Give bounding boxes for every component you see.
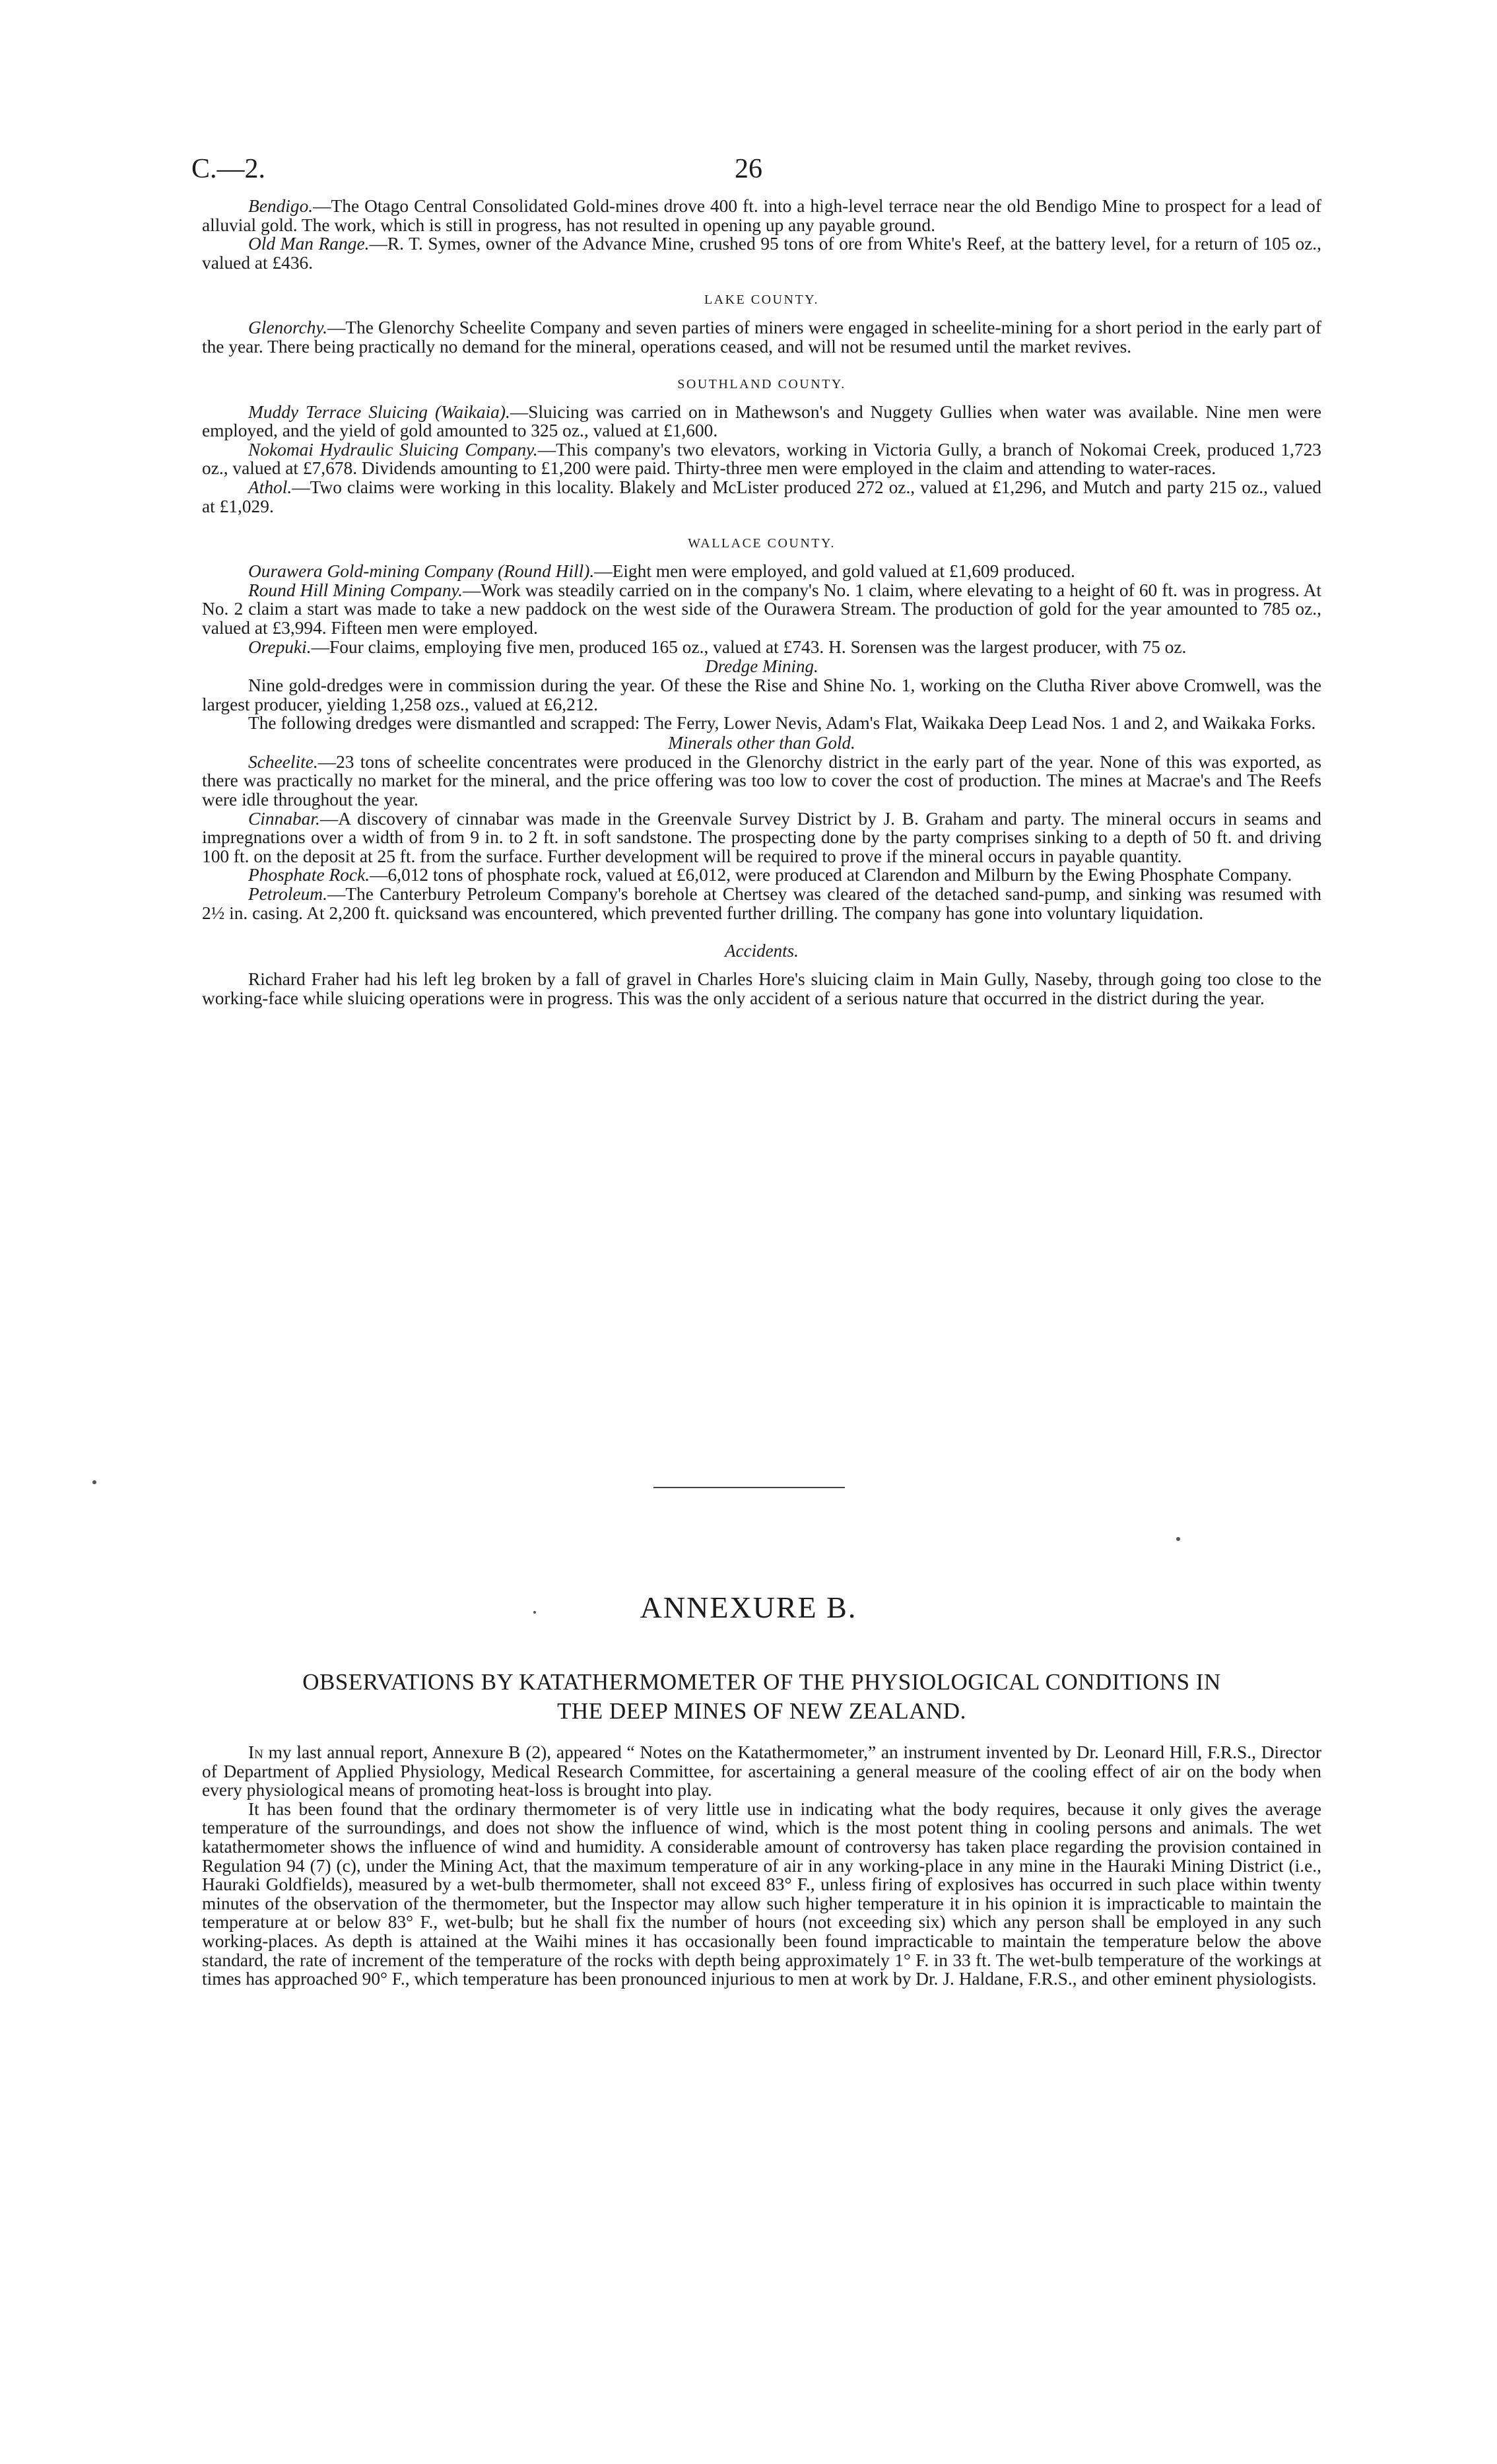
report-body	[202, 197, 1321, 1008]
paragraph-old-man-range: Old Man Range.—R. T. Symes, owner of the Advance Mine, crushed 95 tons of ore from White's Reef, at the battery level, for a return of 105 oz., valued at £436.	[202, 234, 1321, 273]
report-code: C.—2.	[191, 154, 266, 184]
subheading-accidents: Accidents.	[725, 941, 799, 961]
annexure-body	[202, 1743, 1321, 1989]
paragraph-orepuki: Orepuki.—Four claims, employing five men, produced 165 oz., valued at £743. H. Sorensen was the largest producer, with 75 oz.	[248, 636, 1187, 657]
paragraph-cinnabar: Cinnabar.—A discovery of cinnabar was made in the Greenvale Survey District by J. B. Graham and party. The mineral occurs in seams and impregnations over a width of from 9 in. to 2 ft. in soft sandstone. The prospecting done by the party comprises sinking to a depth of 50 ft. and driving 100 ft. on the deposit at 25 ft. from the surface. Further development will be required to prove if the mineral occurs in payable quantity.	[202, 808, 1321, 866]
subheading-minerals-other-than-gold: Minerals other than Gold.	[668, 732, 855, 753]
page-number: 26	[735, 154, 762, 184]
annexure-title: ANNEXURE B.	[640, 1591, 857, 1624]
paragraph-dredges-scrapped: The following dredges were dismantled and scrapped: The Ferry, Lower Nevis, Adam's Flat, Waikaka Deep Lead Nos. 1 and 2, and Waikaka Forks.	[248, 713, 1316, 734]
scan-speck	[92, 1480, 96, 1484]
subheading-dredge-mining: Dredge Mining.	[705, 656, 818, 677]
section-heading-lake-county: LAKE COUNTY.	[704, 292, 820, 308]
paragraph-glenorchy: Glenorchy.—The Glenorchy Scheelite Company and seven parties of miners were engaged in scheelite-mining for a short period in the early part of the year. There being practically no demand for the mineral, operations ceased, and will not be resumed until the market revives.	[202, 318, 1321, 357]
scan-speck	[1176, 1537, 1180, 1541]
section-divider-rule	[653, 1487, 845, 1488]
paragraph-nokomai: Nokomai Hydraulic Sluicing Company.—This company's two elevators, working in Victoria Gully, a branch of Nokomai Creek, produced 1,723 oz., valued at £7,678. Dividends amounting to £1,200 were paid. Thirty-three men were employed in the claim and attending to water-races.	[202, 439, 1321, 479]
paragraph-round-hill: Round Hill Mining Company.—Work was steadily carried on in the company's No. 1 claim, where elevating to a height of 60 ft. was in progress. At No. 2 claim a start was made to take a new paddock on the west side of the Ourawera Stream. The production of gold for the year amounted to 785 oz., valued at £3,994. Fifteen men were employed.	[202, 580, 1321, 638]
section-heading-southland-county: SOUTHLAND COUNTY.	[677, 376, 846, 392]
paragraph-accidents: Richard Fraher had his left leg broken by a fall of gravel in Charles Hore's sluicing claim in Main Gully, Naseby, through going too close to the working-face while sluicing operations were in progress. This was the only accident of a serious nature that occurred in the district during the year.	[202, 969, 1321, 1008]
paragraph-scheelite: Scheelite.—23 tons of scheelite concentrates were produced in the Glenorchy district in the early part of the year. None of this was exported, as there was practically no market for the mineral, and the price offering was too low to cover the cost of production. The mines at Macrae's and The Reefs were idle throughout the year.	[202, 751, 1321, 810]
paragraph-annexure-intro: In my last annual report, Annexure B (2), appeared “ Notes on the Katathermometer,” an instrument invented by Dr. Leonard Hill, F.R.S., Director of Department of Applied Physiology, Medical Research Committee, for ascertaining a general measure of the cooling effect of air on the body when every physiological means of promoting heat-loss is brought into play.	[202, 1742, 1321, 1800]
paragraph-annexure-thermometer: It has been found that the ordinary thermometer is of very little use in indicating what the body requires, because it only gives the average temperature of the surroundings, and does not show the influence of wind, which is the most potent thing in cooling persons and animals. The wet katathermometer shows the influence of wind and humidity. A considerable amount of controversy has taken place regarding the provision contained in Regulation 94 (7) (c), under the Mining Act, that the maximum temperature of air in any working-place in any mine in the Hauraki Mining District (i.e., Hauraki Goldfields), measured by a wet-bulb thermometer, shall not exceed 83° F., unless firing of explosives has occurred in such place within twenty minutes of the observation of the thermometer, but the Inspector may allow such higher temperature it in his opinion it is impracticable to maintain the temperature at or below 83° F., wet-bulb; but he shall fix the number of hours (not exceeding six) which any person shall be employed in any such working-places. As depth is attained at the Waihi mines it has occasionally been found impracticable to maintain the temperature below the above standard, the rate of increment of the temperature of the rocks with depth being approximately 1° F. in 33 ft. The wet-bulb temperature of the workings at times has approached 90° F., which temperature has been pronounced injurious to men at work by Dr. J. Haldane, F.R.S., and other eminent physiologists.	[202, 1798, 1321, 1989]
paragraph-ourawera: Ourawera Gold-mining Company (Round Hill).—Eight men were employed, and gold valued at £1,609 produced.	[248, 561, 1075, 582]
paragraph-dredges-commission: Nine gold-dredges were in commission during the year. Of these the Rise and Shine No. 1, working on the Clutha River above Cromwell, was the largest producer, yielding 1,258 ozs., valued at £6,212.	[202, 675, 1321, 714]
paragraph-phosphate-rock: Phosphate Rock.—6,012 tons of phosphate rock, valued at £6,012, were produced at Clarendon and Milburn by the Ewing Phosphate Company.	[248, 865, 1292, 885]
paragraph-athol: Athol.—Two claims were working in this locality. Blakely and McLister produced 272 oz., valued at £1,296, and Mutch and party 215 oz., valued at £1,029.	[202, 477, 1321, 516]
paragraph-bendigo: Bendigo.—The Otago Central Consolidated Gold-mines drove 400 ft. into a high-level terrace near the old Bendigo Mine to prospect for a lead of alluvial gold. The work, which is still in progress, has not resulted in opening up any payable ground.	[202, 196, 1321, 235]
paragraph-petroleum: Petroleum.—The Canterbury Petroleum Company's borehole at Chertsey was cleared of the detached sand-pump, and sinking was resumed with 2½ in. casing. At 2,200 ft. quicksand was encountered, which prevented further drilling. The company has gone into voluntary liquidation.	[202, 884, 1321, 923]
section-heading-wallace-county: WALLACE COUNTY.	[688, 536, 836, 551]
paragraph-muddy-terrace: Muddy Terrace Sluicing (Waikaia).—Sluicing was carried on in Mathewson's and Nuggety Gullies when water was available. Nine men were employed, and the yield of gold amounted to 325 oz., valued at £1,600.	[202, 401, 1321, 441]
annexure-subtitle: OBSERVATIONS BY KATATHERMOMETER OF THE PHYSIOLOGICAL CONDITIONS IN THE DEEP MINES OF NEW ZEALAND.	[302, 1669, 1221, 1724]
